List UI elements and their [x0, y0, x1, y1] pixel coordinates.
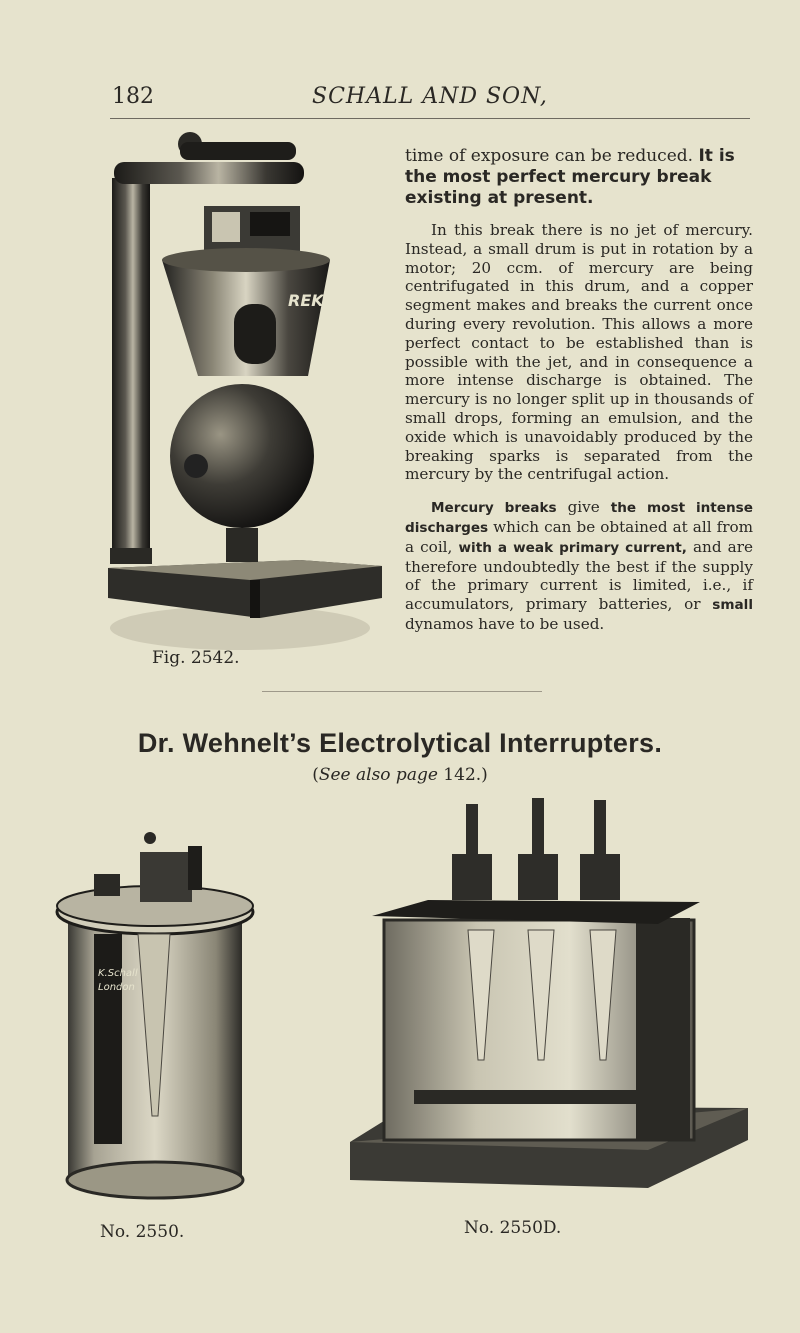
paragraph-2 [405, 498, 753, 634]
interrupter-trough-illustration [318, 790, 770, 1210]
lead-text: time of exposure can be reduced. [405, 146, 699, 166]
section-subheading [0, 765, 800, 785]
figure-top-caption: Fig. 2542. [152, 648, 240, 668]
section-heading: Dr. Wehnelt’s Electrolytical Interrupters. [137, 728, 663, 758]
emphasis: with a weak primary current, [458, 539, 687, 556]
lead-paragraph [405, 146, 753, 209]
running-head: SCHALL AND SON, [312, 84, 548, 109]
maker-location: London [98, 982, 135, 993]
text-run: and are therefore undoubtedly the best if the supply of the primary current is limited, i.e., if accumulators, primary batteries, or [405, 537, 753, 614]
maker-label: K.Schall [98, 968, 138, 979]
figure-right-caption: No. 2550D. [464, 1218, 562, 1238]
section-divider [262, 691, 542, 692]
brand-mark: REKO [288, 291, 337, 310]
electrode-assemblies [452, 798, 620, 900]
text-run: dynamos have to be used. [405, 614, 605, 633]
paragraph-1: In this break there is no jet of mercury. Instead, a small drum is put in rotation by a motor; 20 ccm. of mercury are being centrifugated in this drum, and a copper segment makes and breaks the current once during every revolution. This allows a more perfect contact to be established than is possible with the jet, and in consequence a more intense discharge is obtained. The mercury is no longer split up in thousands of small drops, forming an emulsion, and the oxide which is unavoidably produced by the breaking sparks is separated from the mercury by the centrifugal action. [405, 221, 753, 484]
emphasis: the most intense discharges [405, 500, 753, 536]
page-header [0, 84, 800, 120]
body-text [405, 146, 753, 634]
figure-left-caption: No. 2550. [100, 1222, 185, 1242]
interrupter-jar-illustration [54, 826, 304, 1206]
mercury-break-illustration [100, 128, 390, 658]
cross-reference: See also page [318, 765, 438, 785]
cross-reference-page: 142.) [437, 765, 488, 785]
lead-emphasis: It is the most perfect mercury break existing at present. [405, 146, 735, 208]
page-number: 182 [112, 84, 154, 109]
emphasis: Mercury breaks [431, 500, 557, 517]
header-rule [110, 118, 750, 119]
emphasis: small [712, 597, 753, 614]
text-run: give [556, 498, 611, 517]
text-run: which can be obtained at all from a coil, [405, 517, 753, 556]
paren-open: ( [312, 765, 319, 785]
